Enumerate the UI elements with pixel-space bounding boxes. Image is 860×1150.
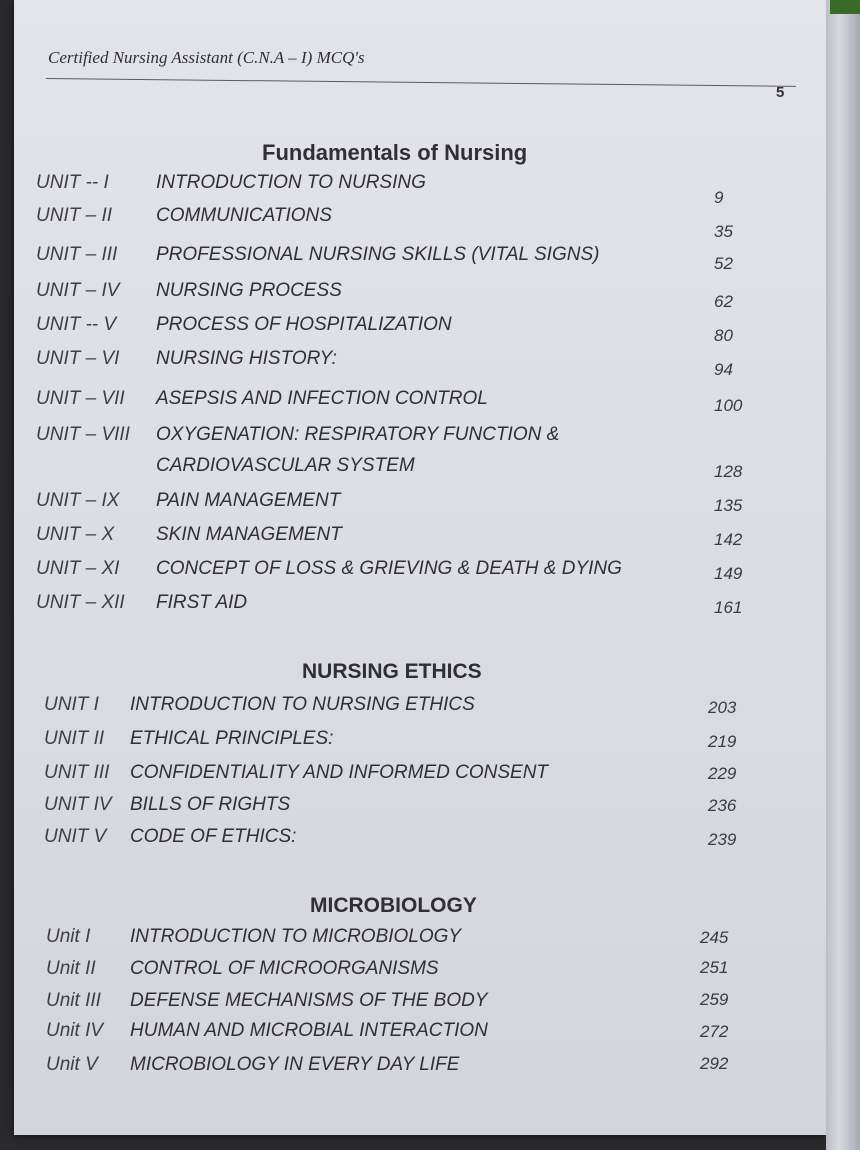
toc-entry-title: MICROBIOLOGY IN EVERY DAY LIFE: [130, 1054, 460, 1075]
toc-page-number: 142: [714, 530, 743, 549]
toc-entry-title: INTRODUCTION TO NURSING: [156, 172, 426, 193]
toc-page-number: 239: [708, 830, 737, 849]
toc-unit-label: Unit V: [46, 1054, 98, 1075]
toc-entry-title: CONTROL OF MICROORGANISMS: [130, 958, 439, 979]
toc-entry-title: CONCEPT OF LOSS & GRIEVING & DEATH & DYING: [156, 558, 622, 579]
toc-entry-title: FIRST AID: [156, 592, 248, 613]
toc-page-number: 35: [714, 222, 733, 241]
toc-unit-label: Unit IV: [46, 1020, 104, 1041]
toc-entry-title: DEFENSE MECHANISMS OF THE BODY: [130, 990, 488, 1011]
toc-unit-label: UNIT III: [44, 762, 110, 783]
toc-page-number: 9: [714, 188, 724, 207]
toc-unit-label: UNIT II: [44, 728, 105, 749]
section-title-microbiology: MICROBIOLOGY: [310, 894, 477, 917]
page-number: 5: [776, 84, 785, 101]
toc-unit-label: Unit III: [46, 990, 101, 1011]
toc-page-number: 245: [700, 928, 729, 947]
toc-page-number: 219: [708, 732, 737, 751]
toc-unit-label: UNIT – III: [36, 244, 118, 265]
toc-unit-label: UNIT – II: [36, 205, 113, 226]
toc-entry-title: ASEPSIS AND INFECTION CONTROL: [156, 388, 488, 409]
toc-entry-title: NURSING PROCESS: [156, 280, 342, 301]
toc-unit-label: UNIT V: [44, 826, 107, 847]
toc-page-number: 62: [714, 292, 733, 311]
toc-entry-title: PROCESS OF HOSPITALIZATION: [156, 314, 452, 335]
page-stack-edge: [826, 0, 860, 1150]
toc-entry-title: COMMUNICATIONS: [156, 205, 332, 226]
toc-page-number: 80: [714, 326, 733, 345]
toc-unit-label: Unit I: [46, 926, 91, 947]
toc-page-number: 100: [714, 396, 743, 415]
book-page: [14, 0, 826, 1135]
toc-entry-title: BILLS OF RIGHTS: [130, 794, 291, 815]
toc-entry-title: HUMAN AND MICROBIAL INTERACTION: [130, 1020, 488, 1041]
toc-entry-title: INTRODUCTION TO MICROBIOLOGY: [130, 926, 462, 947]
toc-page-number: 161: [714, 598, 743, 617]
toc-page-number: 94: [714, 360, 733, 379]
toc-page-number: 52: [714, 254, 733, 273]
toc-entry-title: ETHICAL PRINCIPLES:: [130, 728, 334, 749]
toc-page-number: 259: [700, 990, 729, 1009]
toc-entry-title: OXYGENATION: RESPIRATORY FUNCTION &: [156, 424, 560, 445]
toc-unit-label: UNIT -- I: [36, 172, 109, 193]
toc-unit-label: UNIT – XII: [36, 592, 125, 613]
toc-unit-label: UNIT – VII: [36, 388, 125, 409]
toc-unit-label: UNIT – VI: [36, 348, 120, 369]
toc-unit-label: UNIT IV: [44, 794, 112, 815]
toc-unit-label: UNIT I: [44, 694, 99, 715]
toc-page-number: 128: [714, 462, 743, 481]
section-title-fundamentals: Fundamentals of Nursing: [262, 140, 528, 165]
header-rule: [46, 78, 796, 87]
toc-page-number: 251: [700, 958, 729, 977]
toc-page-number: 135: [714, 496, 743, 515]
toc-page-number: 292: [700, 1054, 729, 1073]
toc-entry-title: CONFIDENTIALITY AND INFORMED CONSENT: [130, 762, 549, 783]
toc-unit-label: UNIT – IV: [36, 280, 120, 301]
toc-entry-title: NURSING HISTORY:: [156, 348, 337, 369]
toc-page-number: 236: [708, 796, 737, 815]
toc-page-number: 203: [708, 698, 737, 717]
toc-page-number: 272: [700, 1022, 729, 1041]
toc-unit-label: UNIT – XI: [36, 558, 120, 579]
toc-unit-label: Unit II: [46, 958, 96, 979]
toc-page-number: 149: [714, 564, 743, 583]
header-title: Certified Nursing Assistant (C.N.A – I) MCQ's: [48, 48, 365, 67]
toc-unit-label: UNIT – VIII: [36, 424, 130, 445]
toc-unit-label: UNIT – IX: [36, 490, 120, 511]
toc-entry-title: INTRODUCTION TO NURSING ETHICS: [130, 694, 475, 715]
toc-unit-label: UNIT – X: [36, 524, 115, 545]
toc-entry-title: PROFESSIONAL NURSING SKILLS (VITAL SIGNS): [156, 244, 600, 265]
toc-unit-label: UNIT -- V: [36, 314, 117, 335]
toc-entry-title: PAIN MANAGEMENT: [156, 490, 341, 511]
toc-entry-title-continued: CARDIOVASCULAR SYSTEM: [156, 455, 415, 476]
toc-page-number: 229: [708, 764, 737, 783]
toc-entry-title: CODE OF ETHICS:: [130, 826, 297, 847]
toc-entry-title: SKIN MANAGEMENT: [156, 524, 342, 545]
section-title-ethics: NURSING ETHICS: [302, 660, 482, 683]
background-corner: [830, 0, 860, 14]
